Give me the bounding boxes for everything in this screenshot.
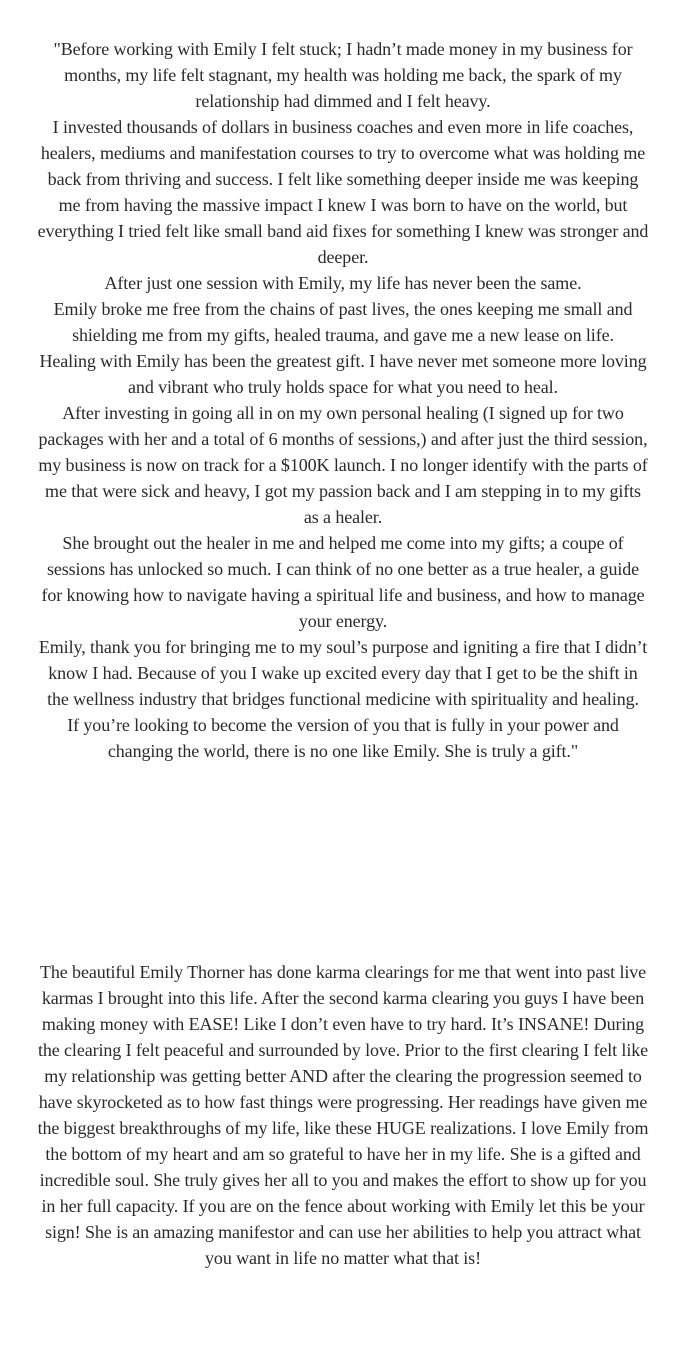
testimonial-paragraph: She brought out the healer in me and helped me come into my gifts; a coupe of sessions has unlocked so much. I can think of no one better as a true healer, a guide for knowing how to navigate having a spiritual life and business, and how to manage your energy. (41, 533, 645, 631)
testimonial-1 (36, 36, 650, 764)
testimonial-paragraph: "Before working with Emily I felt stuck; I hadn’t made money in my business for months, my life felt stagnant, my health was holding me back, the spark of my relationship had dimmed and I felt heavy. (53, 39, 633, 111)
testimonial-paragraph: After just one session with Emily, my life has never been the same. (104, 273, 582, 293)
testimonial-2 (36, 959, 650, 1271)
testimonial-paragraph: Emily broke me free from the chains of past lives, the ones keeping me small and shielding me from my gifts, healed trauma, and gave me a new lease on life. (53, 299, 633, 345)
testimonial-paragraph: I invested thousands of dollars in business coaches and even more in life coaches, healers, mediums and manifestation courses to try to overcome what was holding me back from thriving and success. I felt like something deeper inside me was keeping me from having the massive impact I knew I was born to have on the world, but everything I tried felt like small band aid fixes for something I knew was stronger and deeper. (37, 117, 649, 267)
testimonial-paragraph: Healing with Emily has been the greatest gift. I have never met someone more loving and vibrant who truly holds space for what you need to heal. (39, 351, 647, 397)
testimonial-paragraph: If you’re looking to become the version of you that is fully in your power and changing the world, there is no one like Emily. She is truly a gift." (67, 715, 619, 761)
testimonial-paragraph: Emily, thank you for bringing me to my soul’s purpose and igniting a fire that I didn’t know I had. Because of you I wake up excited every day that I get to be the shift in the wellness industry that bridges functional medicine with spirituality and healing. (38, 637, 648, 709)
testimonial-paragraph: After investing in going all in on my own personal healing (I signed up for two packages with her and a total of 6 months of sessions,) and after just the third session, my business is now on track for a $100K launch. I no longer identify with the parts of me that were sick and heavy, I got my passion back and I am stepping in to my gifts as a healer. (38, 403, 648, 527)
testimonial-paragraph: The beautiful Emily Thorner has done karma clearings for me that went into past live karmas I brought into this life. After the second karma clearing you guys I have been making money with EASE! Like I don’t even have to try hard. It’s INSANE! During the clearing I felt peaceful and surrounded by love. Prior to the first clearing I felt like my relationship was getting better AND after the clearing the progression seemed to have skyrocketed as to how fast things were progressing. Her readings have given me the biggest breakthroughs of my life, like these HUGE realizations. I love Emily from the bottom of my heart and am so grateful to have her in my life. She is a gifted and incredible soul. She truly gives her all to you and makes the effort to show up for you in her full capacity. If you are on the fence about working with Emily let this be your sign! She is an amazing manifestor and can use her abilities to help you attract what you want in life no matter what that is! (37, 962, 649, 1268)
